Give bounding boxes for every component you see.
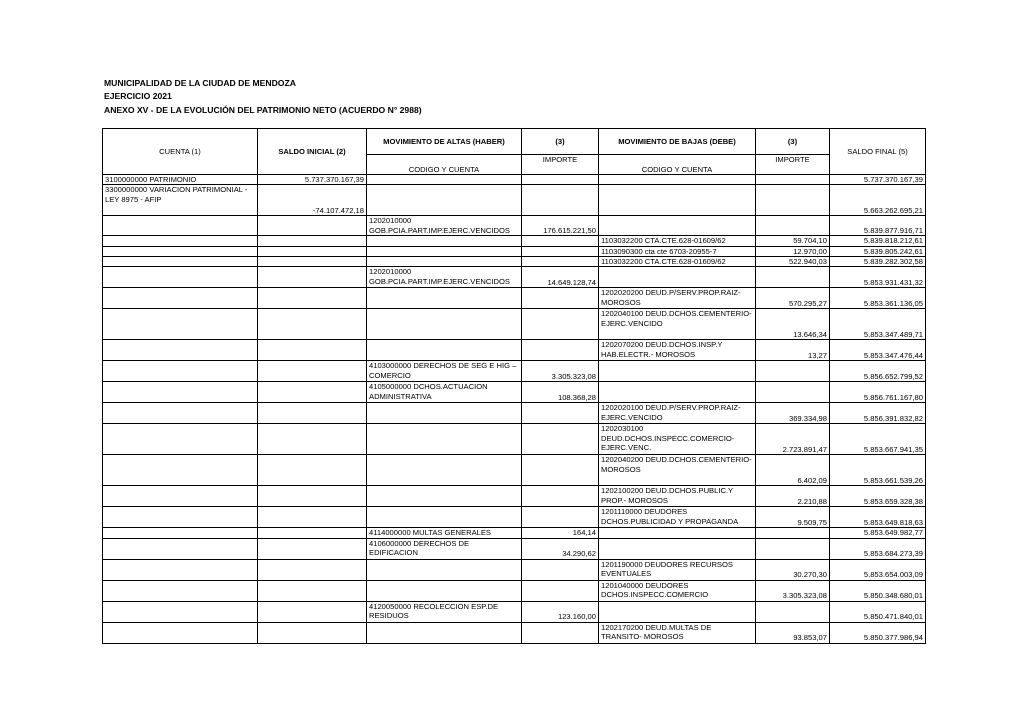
saldo-inicial-cell (258, 361, 367, 382)
alta-importe-cell (522, 246, 599, 256)
baja-importe-cell (756, 185, 830, 216)
alta-codigo-cell (367, 559, 522, 580)
cuenta-cell (103, 236, 258, 246)
baja-codigo-cell: 1201190000 DEUDORES RECURSOS EVENTUALES (599, 559, 756, 580)
col-header-mov-bajas: MOVIMIENTO DE BAJAS (DEBE) (599, 129, 756, 155)
table-row (103, 486, 926, 507)
saldo-final-cell: 5.853.931.431,32 (830, 267, 926, 288)
saldo-final-cell: 5.853.659.328,38 (830, 486, 926, 507)
document-header (104, 77, 422, 117)
alta-codigo-cell: 4120050000 RECOLECCION ESP.DE RESIDUOS (367, 601, 522, 622)
saldo-final-cell: 5.663.262.695,21 (830, 185, 926, 216)
cuenta-cell (103, 382, 258, 403)
col-header-altas-note: (3) (522, 129, 599, 155)
saldo-inicial-cell (258, 246, 367, 256)
saldo-inicial-cell (258, 486, 367, 507)
alta-codigo-cell (367, 403, 522, 424)
cuenta-cell: 3300000000 VARIACION PATRIMONIAL - LEY 8975 - AFIP (103, 185, 258, 216)
baja-importe-cell: 2.210,88 (756, 486, 830, 507)
baja-codigo-cell (599, 528, 756, 538)
cuenta-cell (103, 601, 258, 622)
cuenta-cell (103, 424, 258, 455)
saldo-inicial-cell (258, 382, 367, 403)
cuenta-cell (103, 507, 258, 528)
table-row (103, 309, 926, 340)
col-header-cuenta: CUENTA (1) (103, 129, 258, 175)
col-header-importe-altas: IMPORTE (522, 155, 599, 175)
table-row (103, 340, 926, 361)
cuenta-cell (103, 538, 258, 559)
baja-codigo-cell (599, 216, 756, 236)
baja-importe-cell: 6.402,09 (756, 455, 830, 486)
table-row (103, 601, 926, 622)
alta-importe-cell: 108.368,28 (522, 382, 599, 403)
saldo-inicial-cell (258, 559, 367, 580)
saldo-inicial-cell (258, 507, 367, 528)
baja-importe-cell (756, 538, 830, 559)
alta-codigo-cell (367, 507, 522, 528)
baja-codigo-cell (599, 267, 756, 288)
baja-codigo-cell: 1202040200 DEUD.DCHOS.CEMENTERIO-MOROSOS (599, 455, 756, 486)
table-row (103, 559, 926, 580)
col-header-mov-altas: MOVIMIENTO DE ALTAS (HABER) (367, 129, 522, 155)
baja-importe-cell (756, 361, 830, 382)
cuenta-cell (103, 257, 258, 267)
saldo-inicial-cell (258, 403, 367, 424)
saldo-final-cell: 5.856.391.832,82 (830, 403, 926, 424)
table-row (103, 236, 926, 246)
alta-codigo-cell (367, 257, 522, 267)
saldo-final-cell: 5.850.377.986,94 (830, 622, 926, 643)
saldo-inicial-cell (258, 267, 367, 288)
col-header-bajas-note: (3) (756, 129, 830, 155)
baja-codigo-cell (599, 538, 756, 559)
baja-importe-cell: 13,27 (756, 340, 830, 361)
baja-codigo-cell: 1202040100 DEUD.DCHOS.CEMENTERIO-EJERC.VENCIDO (599, 309, 756, 340)
cuenta-cell (103, 309, 258, 340)
alta-importe-cell (522, 403, 599, 424)
alta-importe-cell (522, 424, 599, 455)
saldo-inicial-cell (258, 622, 367, 643)
saldo-inicial-cell (258, 309, 367, 340)
baja-importe-cell: 522.940,03 (756, 257, 830, 267)
baja-codigo-cell: 1202170200 DEUD.MULTAS DE TRANSITO- MOROSOS (599, 622, 756, 643)
cuenta-cell (103, 403, 258, 424)
saldo-final-cell: 5.737.370.167,39 (830, 175, 926, 185)
saldo-inicial-cell (258, 257, 367, 267)
saldo-inicial-cell (258, 340, 367, 361)
saldo-inicial-cell (258, 580, 367, 601)
baja-importe-cell: 3.305.323,08 (756, 580, 830, 601)
saldo-final-cell: 5.853.684.273,39 (830, 538, 926, 559)
table-row (103, 538, 926, 559)
alta-codigo-cell: 4106000000 DERECHOS DE EDIFICACION (367, 538, 522, 559)
cuenta-cell: 3100000000 PATRIMONIO (103, 175, 258, 185)
table-row (103, 288, 926, 309)
alta-codigo-cell: 4103000000 DERECHOS DE SEG E HIG – COMERCIO (367, 361, 522, 382)
saldo-final-cell: 5.850.348.680,01 (830, 580, 926, 601)
saldo-inicial-cell (258, 288, 367, 309)
header-annex-title: ANEXO XV - DE LA EVOLUCIÓN DEL PATRIMONIO NETO (ACUERDO N° 2988) (104, 104, 422, 115)
saldo-final-cell: 5.839.282.302,58 (830, 257, 926, 267)
alta-importe-cell: 164,14 (522, 528, 599, 538)
alta-codigo-cell: 4114000000 MULTAS GENERALES (367, 528, 522, 538)
saldo-inicial-cell (258, 216, 367, 236)
saldo-final-cell: 5.856.761.167,80 (830, 382, 926, 403)
table-row (103, 382, 926, 403)
table-body (103, 175, 926, 644)
table-row (103, 185, 926, 216)
baja-codigo-cell: 1202070200 DEUD.DCHOS.INSP.Y HAB.ELECTR.- MOROSOS (599, 340, 756, 361)
alta-codigo-cell (367, 455, 522, 486)
saldo-inicial-cell (258, 528, 367, 538)
baja-codigo-cell: 1103032200 CTA.CTE.628-01609/62 (599, 257, 756, 267)
table-row (103, 257, 926, 267)
baja-importe-cell (756, 267, 830, 288)
cuenta-cell (103, 486, 258, 507)
saldo-inicial-cell (258, 455, 367, 486)
alta-importe-cell (522, 340, 599, 361)
table-row (103, 424, 926, 455)
saldo-final-cell: 5.853.661.539,26 (830, 455, 926, 486)
table-row (103, 216, 926, 236)
baja-codigo-cell (599, 175, 756, 185)
alta-codigo-cell (367, 246, 522, 256)
baja-importe-cell: 2.723.891,47 (756, 424, 830, 455)
baja-importe-cell: 9.509,75 (756, 507, 830, 528)
alta-importe-cell (522, 486, 599, 507)
baja-importe-cell: 93.853,07 (756, 622, 830, 643)
alta-importe-cell: 3.305.323,08 (522, 361, 599, 382)
baja-codigo-cell (599, 185, 756, 216)
table-row (103, 403, 926, 424)
cuenta-cell (103, 216, 258, 236)
col-header-importe-bajas: IMPORTE (756, 155, 830, 175)
baja-importe-cell: 59.704,10 (756, 236, 830, 246)
table-row (103, 528, 926, 538)
cuenta-cell (103, 455, 258, 486)
saldo-final-cell: 5.853.347.489,71 (830, 309, 926, 340)
baja-codigo-cell: 1201110000 DEUDORES DCHOS.PUBLICIDAD Y PROPAGANDA (599, 507, 756, 528)
alta-codigo-cell (367, 340, 522, 361)
cuenta-cell (103, 288, 258, 309)
cuenta-cell (103, 361, 258, 382)
saldo-final-cell: 5.853.649.818,63 (830, 507, 926, 528)
table-row (103, 246, 926, 256)
alta-importe-cell (522, 507, 599, 528)
alta-importe-cell: 34.290,62 (522, 538, 599, 559)
saldo-inicial-cell (258, 538, 367, 559)
alta-importe-cell (522, 580, 599, 601)
baja-importe-cell: 369.334,98 (756, 403, 830, 424)
saldo-final-cell: 5.839.805.242,61 (830, 246, 926, 256)
cuenta-cell (103, 267, 258, 288)
patrimonio-table (102, 128, 926, 644)
saldo-final-cell: 5.853.347.476,44 (830, 340, 926, 361)
cuenta-cell (103, 528, 258, 538)
baja-importe-cell: 13.646,34 (756, 309, 830, 340)
saldo-final-cell: 5.853.649.982,77 (830, 528, 926, 538)
baja-codigo-cell: 1202020200 DEUD.P/SERV.PROP.RAIZ-MOROSOS (599, 288, 756, 309)
header-municipality: MUNICIPALIDAD DE LA CIUDAD DE MENDOZA (104, 78, 296, 88)
table-row (103, 622, 926, 643)
baja-importe-cell (756, 382, 830, 403)
alta-codigo-cell: 1202010000 GOB.PCIA.PART.IMP.EJERC.VENCIDOS (367, 216, 522, 236)
alta-codigo-cell (367, 424, 522, 455)
alta-importe-cell (522, 309, 599, 340)
alta-importe-cell: 14.649.128,74 (522, 267, 599, 288)
baja-importe-cell (756, 175, 830, 185)
alta-importe-cell (522, 559, 599, 580)
table-row (103, 361, 926, 382)
cuenta-cell (103, 246, 258, 256)
baja-codigo-cell: 1202030100 DEUD.DCHOS.INSPECC.COMERCIO-EJERC.VENC. (599, 424, 756, 455)
cuenta-cell (103, 580, 258, 601)
saldo-final-cell: 5.850.471.840,01 (830, 601, 926, 622)
alta-codigo-cell (367, 580, 522, 601)
saldo-inicial-cell (258, 236, 367, 246)
alta-codigo-cell (367, 309, 522, 340)
baja-importe-cell (756, 528, 830, 538)
alta-codigo-cell: 1202010000 GOB.PCIA.PART.IMP.EJERC.VENCIDOS (367, 267, 522, 288)
alta-codigo-cell (367, 236, 522, 246)
saldo-inicial-cell (258, 424, 367, 455)
table-row (103, 455, 926, 486)
saldo-final-cell: 5.839.818.212,61 (830, 236, 926, 246)
alta-importe-cell: 123.160,00 (522, 601, 599, 622)
table-row (103, 175, 926, 185)
baja-codigo-cell: 1103032200 CTA.CTE.628-01609/62 (599, 236, 756, 246)
baja-codigo-cell (599, 382, 756, 403)
col-header-saldo-inicial: SALDO INICIAL (2) (258, 129, 367, 175)
alta-codigo-cell: 4105000000 DCHOS.ACTUACION ADMINISTRATIVA (367, 382, 522, 403)
alta-importe-cell (522, 622, 599, 643)
baja-importe-cell (756, 216, 830, 236)
saldo-inicial-cell: 5.737.370.167,39 (258, 175, 367, 185)
table-row (103, 507, 926, 528)
saldo-final-cell: 5.839.877.916,71 (830, 216, 926, 236)
baja-codigo-cell: 1103090300 cta cte 6703-20955-7 (599, 246, 756, 256)
table-row (103, 580, 926, 601)
baja-codigo-cell (599, 601, 756, 622)
baja-codigo-cell: 1201040000 DEUDORES DCHOS.INSPECC.COMERCIO (599, 580, 756, 601)
cuenta-cell (103, 622, 258, 643)
baja-importe-cell: 12.970,00 (756, 246, 830, 256)
saldo-final-cell: 5.853.361.136,05 (830, 288, 926, 309)
alta-importe-cell (522, 185, 599, 216)
alta-importe-cell: 176.615.221,50 (522, 216, 599, 236)
saldo-final-cell: 5.853.667.941,35 (830, 424, 926, 455)
alta-importe-cell (522, 236, 599, 246)
alta-codigo-cell (367, 185, 522, 216)
baja-importe-cell: 570.295,27 (756, 288, 830, 309)
saldo-inicial-cell: -74.107.472,18 (258, 185, 367, 216)
baja-codigo-cell: 1202020100 DEUD.P/SERV.PROP.RAIZ-EJERC.VENCIDO (599, 403, 756, 424)
col-header-codigo-altas: CODIGO Y CUENTA (367, 155, 522, 175)
alta-importe-cell (522, 257, 599, 267)
col-header-saldo-final: SALDO FINAL (5) (830, 129, 926, 175)
baja-codigo-cell: 1202100200 DEUD.DCHOS.PUBLIC.Y PROP.- MOROSOS (599, 486, 756, 507)
table-row (103, 267, 926, 288)
saldo-final-cell: 5.853.654.003,09 (830, 559, 926, 580)
alta-codigo-cell (367, 486, 522, 507)
cuenta-cell (103, 559, 258, 580)
saldo-inicial-cell (258, 601, 367, 622)
cuenta-cell (103, 340, 258, 361)
col-header-codigo-bajas: CODIGO Y CUENTA (599, 155, 756, 175)
baja-importe-cell (756, 601, 830, 622)
alta-codigo-cell (367, 288, 522, 309)
saldo-final-cell: 5.856.652.799,52 (830, 361, 926, 382)
baja-codigo-cell (599, 361, 756, 382)
header-exercise: EJERCICIO 2021 (104, 91, 172, 102)
alta-importe-cell (522, 455, 599, 486)
alta-importe-cell (522, 175, 599, 185)
baja-importe-cell: 30.270,30 (756, 559, 830, 580)
alta-codigo-cell (367, 175, 522, 185)
alta-codigo-cell (367, 622, 522, 643)
alta-importe-cell (522, 288, 599, 309)
